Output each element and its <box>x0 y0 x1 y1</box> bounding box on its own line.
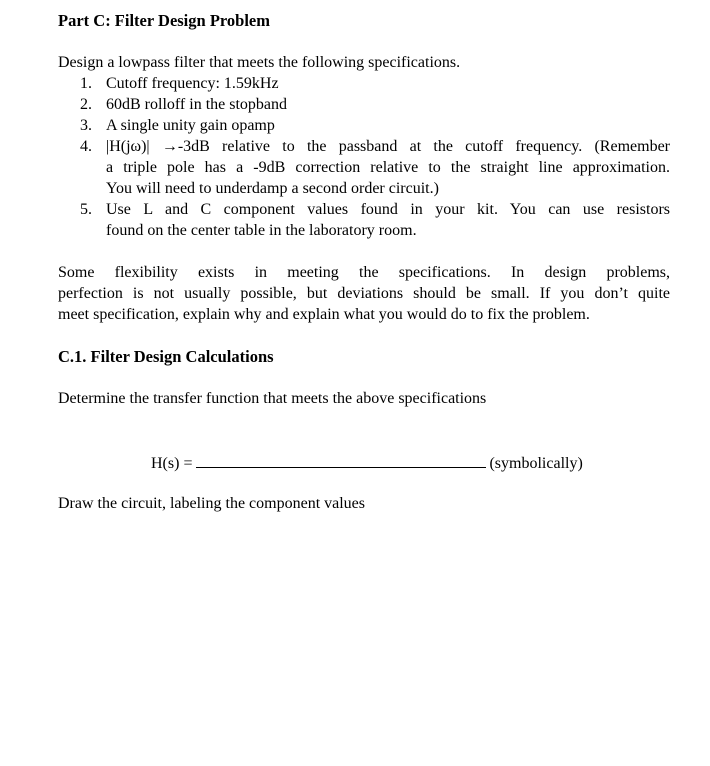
spec-item <box>58 115 670 136</box>
spec-number: 3. <box>80 117 92 134</box>
intro-text: Design a lowpass filter that meets the following specifications. <box>58 54 461 71</box>
spec-list <box>58 73 670 241</box>
spec-line: |H(jω)| →-3dB relative to the passband at the cutoff frequency. (Remember <box>106 138 670 155</box>
spec-item <box>58 94 670 115</box>
spec-line: Use L and C component values found in your kit. You can use resistors <box>106 201 670 218</box>
section-title: C.1. Filter Design Calculations <box>58 347 274 366</box>
spec-number: 5. <box>80 201 92 218</box>
flexibility-paragraph <box>58 262 670 325</box>
spec-item <box>58 73 670 94</box>
part-title: Part C: Filter Design Problem <box>58 11 271 30</box>
paragraph-line: meet specification, explain why and explain what you would do to fix the problem. <box>58 306 590 323</box>
symbolically-note: (symbolically) <box>489 455 583 472</box>
spec-line: Cutoff frequency: 1.59kHz <box>106 75 279 92</box>
spec-item <box>58 199 670 241</box>
spec-line: 60dB rolloff in the stopband <box>106 96 288 113</box>
spec-item <box>58 136 670 199</box>
spec-line: A single unity gain opamp <box>106 117 275 134</box>
transfer-function-label: H(s) = <box>151 455 193 472</box>
transfer-function-blank[interactable] <box>196 451 486 468</box>
spec-line: found on the center table in the laboratory room. <box>106 222 417 239</box>
spec-number: 4. <box>80 138 92 155</box>
spec-line: You will need to underdamp a second order circuit.) <box>106 180 439 197</box>
spec-line: a triple pole has a -9dB correction relative to the straight line approximation. <box>106 159 670 176</box>
transfer-function-row <box>151 451 583 474</box>
draw-instruction: Draw the circuit, labeling the component values <box>58 495 366 512</box>
paragraph-line: Some flexibility exists in meeting the specifications. In design problems, <box>58 264 670 281</box>
determine-text: Determine the transfer function that meets the above specifications <box>58 390 487 407</box>
spec-number: 2. <box>80 96 92 113</box>
spec-number: 1. <box>80 75 92 92</box>
paragraph-line: perfection is not usually possible, but deviations should be small. If you don’t quite <box>58 285 670 302</box>
